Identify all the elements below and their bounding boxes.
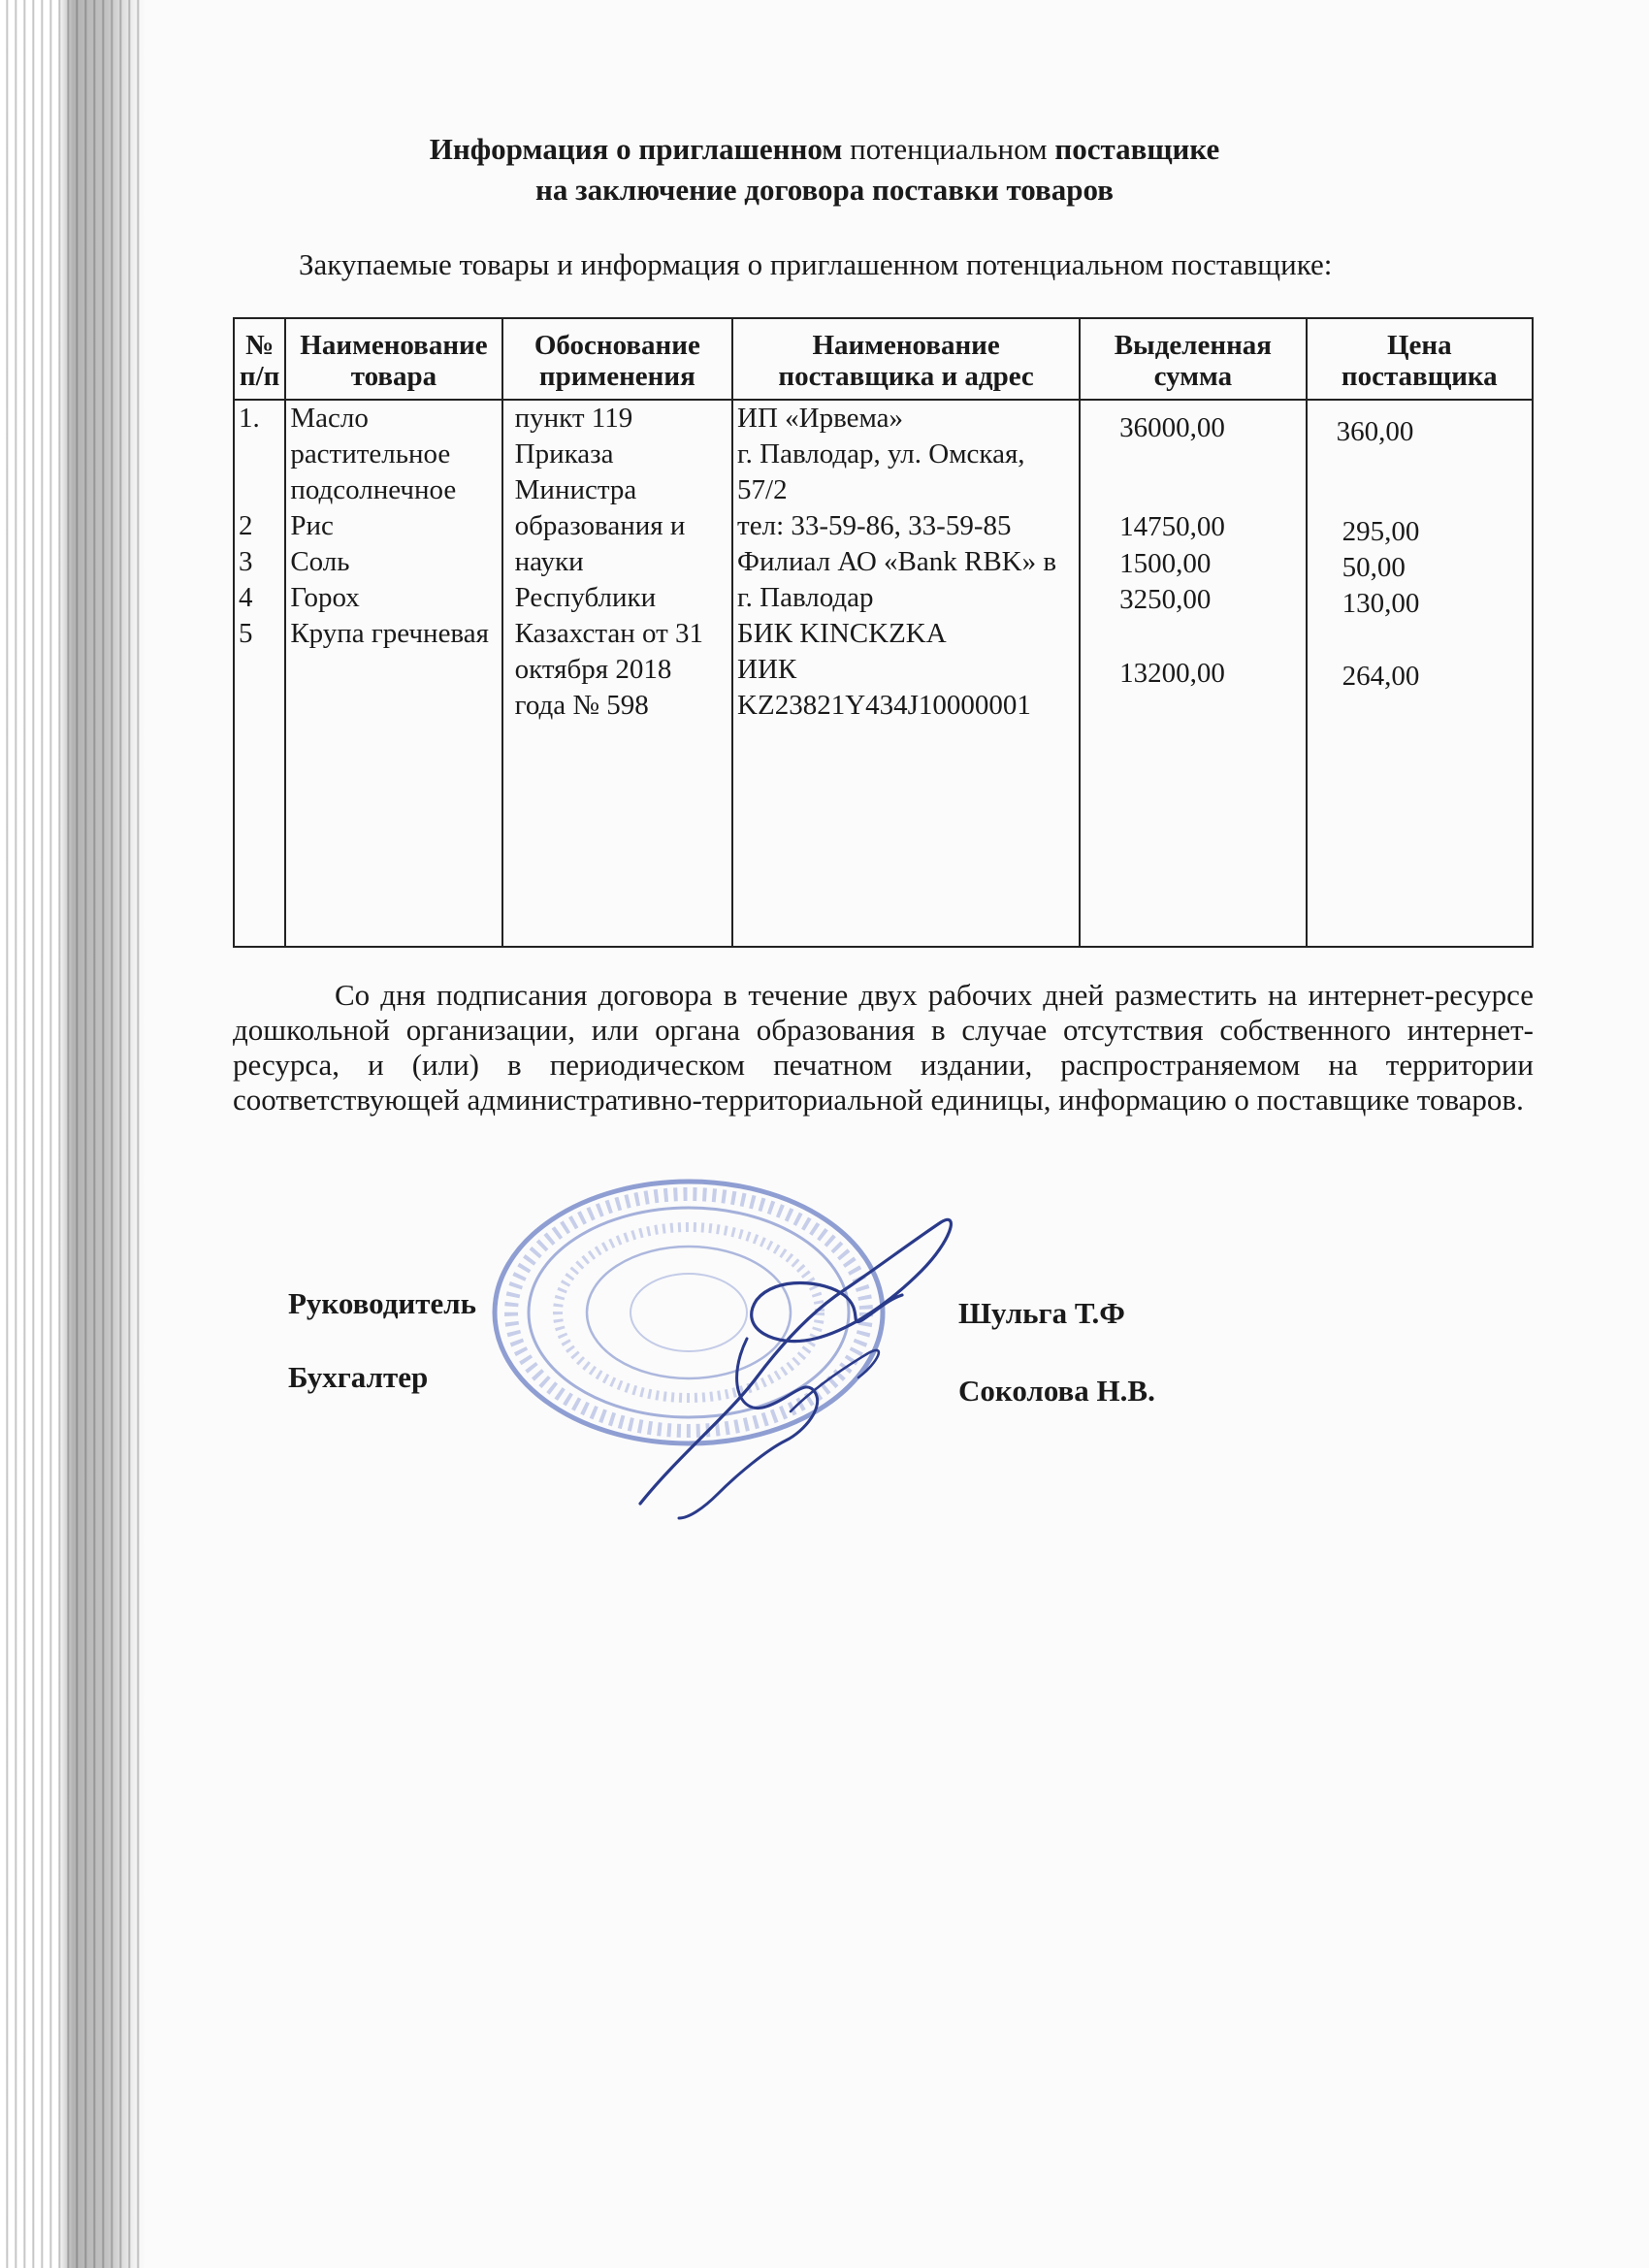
basis-cell bbox=[502, 400, 732, 947]
title-bold-part-b: поставщике bbox=[1054, 132, 1220, 166]
item-name: Горох bbox=[290, 582, 360, 613]
amount-value: 3250,00 bbox=[1119, 584, 1212, 615]
supplier-line: KZ23821Y434J10000001 bbox=[737, 690, 1031, 721]
goods-table bbox=[233, 317, 1534, 948]
row-num: 1. bbox=[239, 403, 260, 434]
item-name: Рис bbox=[290, 510, 334, 541]
handwritten-signature-icon bbox=[621, 1183, 980, 1533]
title-line-1 bbox=[194, 129, 1455, 170]
header-basis: Обоснование применения bbox=[502, 318, 732, 400]
amount-cell bbox=[1080, 400, 1306, 947]
header-name: Наименование товара bbox=[285, 318, 501, 400]
supplier-line: Филиал АО «Bank RBK» в г. Павлодар bbox=[737, 546, 1057, 613]
amount-value: 14750,00 bbox=[1119, 511, 1225, 542]
body-paragraph: Со дня подписания договора в течение двух рабочих дней разместить на интернет-ресурсе дошкольной организации, или органа образования в случае отсутствия собственного интернет-ресурса, и (или) в периодическом печатном издании, распространяемом на территории соответствующей административно-территориальной единицы, информацию о поставщике товаров. bbox=[233, 978, 1534, 1117]
supplier-line: г. Павлодар, ул. Омская, 57/2 bbox=[737, 438, 1025, 505]
basis-text: пункт 119 Приказа Министра образования и науки Республики Казахстан от 31 октября 2018 года № 598 bbox=[514, 403, 704, 721]
header-price: Цена поставщика bbox=[1307, 318, 1533, 400]
price-cell bbox=[1307, 400, 1533, 947]
supplier-line: тел: 33-59-86, 33-59-85 bbox=[737, 510, 1012, 541]
row-num: 5 bbox=[239, 618, 253, 649]
price-value: 130,00 bbox=[1342, 588, 1420, 619]
price-value: 264,00 bbox=[1342, 661, 1420, 692]
price-value: 50,00 bbox=[1342, 552, 1406, 583]
supplier-line: БИК KINCKZKA bbox=[737, 618, 947, 649]
title-normal-part: потенциальном bbox=[850, 132, 1055, 166]
document-title bbox=[194, 129, 1455, 211]
item-name: Масло растительное подсолнечное bbox=[290, 403, 457, 505]
price-value: 295,00 bbox=[1342, 516, 1420, 547]
supplier-cell bbox=[732, 400, 1080, 947]
row-num: 2 bbox=[239, 510, 253, 541]
head-name: Шульга Т.Ф bbox=[958, 1296, 1125, 1330]
table-header-row bbox=[234, 318, 1533, 400]
scan-edge-shadow bbox=[0, 0, 146, 2268]
price-value: 360,00 bbox=[1336, 416, 1414, 447]
head-title: Руководитель bbox=[288, 1286, 477, 1320]
title-line-2 bbox=[194, 170, 1455, 211]
header-supplier: Наименование поставщика и адрес bbox=[732, 318, 1080, 400]
intro-text: Закупаемые товары и информация о приглашенном потенциальном поставщике: bbox=[299, 247, 1333, 281]
header-amount: Выделенная сумма bbox=[1080, 318, 1306, 400]
title-bold-part-a: Информация о приглашенном bbox=[429, 132, 851, 166]
accountant-title: Бухгалтер bbox=[288, 1360, 429, 1394]
header-num: № п/п bbox=[234, 318, 285, 400]
supplier-line: ИП «Ирвема» bbox=[737, 403, 904, 434]
supplier-line: ИИК bbox=[737, 654, 797, 685]
item-name-cell bbox=[285, 400, 501, 947]
num-cell bbox=[234, 400, 285, 947]
title-line-2-text: на заключение договора поставки товаров bbox=[535, 173, 1114, 207]
item-name: Крупа гречневая bbox=[290, 618, 489, 649]
table-row bbox=[234, 400, 1533, 947]
amount-value: 36000,00 bbox=[1119, 412, 1225, 443]
accountant-name: Соколова Н.В. bbox=[958, 1374, 1155, 1408]
item-name: Соль bbox=[290, 546, 350, 577]
row-num: 4 bbox=[239, 582, 253, 613]
amount-value: 13200,00 bbox=[1119, 658, 1225, 689]
row-num: 3 bbox=[239, 546, 253, 577]
amount-value: 1500,00 bbox=[1119, 548, 1212, 579]
